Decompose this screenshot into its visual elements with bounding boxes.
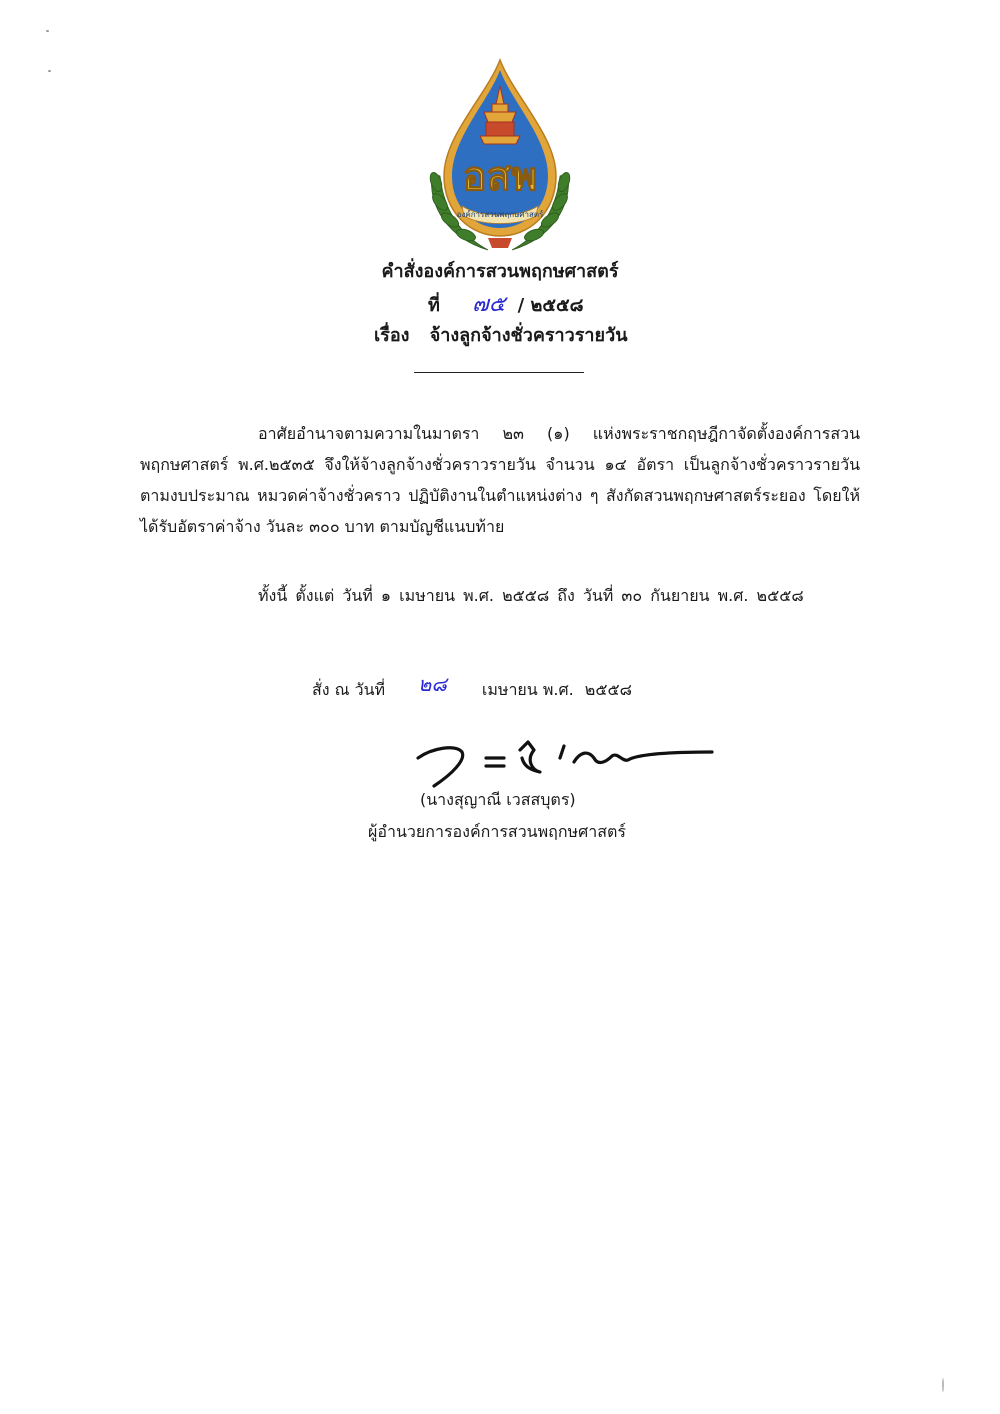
dated-year: ๒๕๕๘ [584,680,632,699]
signer-name: (นางสุญาณี เวสสบุตร) [420,790,576,809]
dated-month-year: เมษายน พ.ศ. [481,680,574,699]
order-year: / ๒๕๕๘ [517,295,584,316]
subject-label: เรื่อง [374,325,410,346]
subject-text: จ้างลูกจ้างชั่วคราวรายวัน [429,325,628,346]
order-title: คำสั่งองค์การสวนพฤกษศาสตร์ [381,261,619,282]
header-divider [414,372,584,373]
dated-prefix: สั่ง ณ วันที่ [312,680,386,699]
body-paragraph-text: อาศัยอำนาจตามความในมาตรา ๒๓ (๑) แห่งพระราชกฤษฎีกาจัดตั้งองค์การสวนพฤกษศาสตร์ พ.ศ.๒๕๓๕ จึงให้จ้างลูกจ้างชั่วคราวรายวัน จำนวน ๑๔ อัตรา เป็นลูกจ้างชั่วคราวรายวันตามงบประมาณ หมวดค่าจ้างชั่วคราว ปฏิบัติงานในตำแหน่งต่าง ๆ สังกัดสวนพฤกษศาสตร์ระยอง โดยให้ได้รับอัตราค่าจ้าง วันละ ๓๐๐ บาท ตามบัญชีแนบท้าย [140,424,860,536]
body-paragraph [140,418,860,542]
handwritten-day: ๒๘ [418,672,447,696]
dated-line [312,672,632,704]
order-label: ที่ [428,295,440,316]
handwritten-order-number: ๗๕ [472,292,506,317]
scan-speck [942,1378,944,1392]
organization-emblem-icon [418,56,582,254]
effective-period: ทั้งนี้ ตั้งแต่ วันที่ ๑ เมษายน พ.ศ. ๒๕๕๘ ถึง วันที่ ๓๐ กันยายน พ.ศ. ๒๕๕๘ [258,586,804,605]
svg-text:อสพ: อสพ [462,153,538,200]
scan-speck [48,70,51,72]
signer-title: ผู้อำนวยการองค์การสวนพฤกษศาสตร์ [368,822,626,841]
signature-icon [412,728,722,790]
subject-line [374,320,628,349]
svg-text:องค์การสวนพฤกษศาสตร์: องค์การสวนพฤกษศาสตร์ [456,210,544,219]
scan-speck [46,30,49,32]
order-number-line [428,286,583,321]
